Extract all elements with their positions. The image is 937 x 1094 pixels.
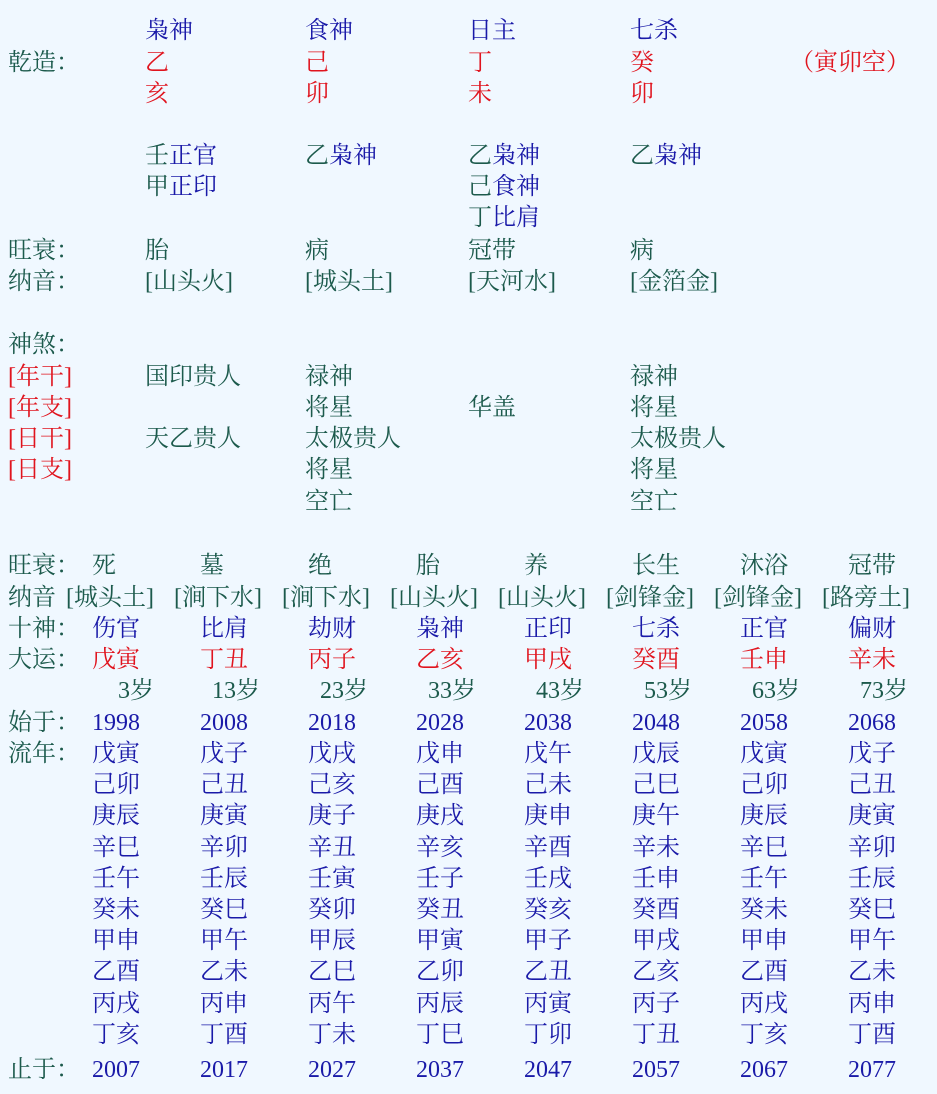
dayun-age: 23岁 xyxy=(320,678,368,704)
liunian-year: 庚寅 xyxy=(848,803,896,830)
liunian-year: 己巳 xyxy=(632,772,680,799)
liunian-year: 丙辰 xyxy=(416,990,464,1017)
liunian-year: 丁亥 xyxy=(92,1021,140,1048)
hidden-shishen: 正印 xyxy=(169,174,217,200)
liunian-year: 癸亥 xyxy=(524,897,572,923)
pillar-stem: 乙 xyxy=(145,50,169,76)
dayun-wangshuai: 胎 xyxy=(416,553,440,579)
nayin-label: 纳音： xyxy=(8,269,80,295)
liunian-year: 丁亥 xyxy=(740,1021,788,1048)
pillar-nayin: [山头火] xyxy=(145,269,233,295)
dayun-nayin: [剑锋金] xyxy=(606,585,694,611)
liunian-year: 庚午 xyxy=(632,803,680,830)
pillar-nayin: [城头土] xyxy=(305,269,393,295)
hidden-stem: 乙 xyxy=(630,143,654,169)
start-year: 2068 xyxy=(848,710,896,736)
dayun-wangshuai: 长生 xyxy=(632,553,680,579)
liunian-year: 癸巳 xyxy=(200,897,248,923)
shensha-item: 华盖 xyxy=(468,395,516,421)
dayun-wangshuai: 沐浴 xyxy=(740,553,788,579)
liunian-year: 壬辰 xyxy=(200,865,248,892)
liunian-year: 壬子 xyxy=(416,865,464,892)
dayun-ganzhi: 甲戌 xyxy=(524,647,572,673)
start-year: 2038 xyxy=(524,710,572,736)
liunian-year: 己酉 xyxy=(416,772,464,799)
shensha-item: 将星 xyxy=(305,457,353,483)
liunian-year: 丙申 xyxy=(200,990,248,1017)
dayun-ganzhi: 戊寅 xyxy=(92,647,140,673)
dayun-nayin: [剑锋金] xyxy=(714,585,802,611)
liunian-year: 壬申 xyxy=(632,865,680,892)
pillar-branch: 亥 xyxy=(145,81,169,107)
pillar-shishen: 食神 xyxy=(305,18,353,44)
liunian-year: 己丑 xyxy=(200,772,248,799)
start-year: 2008 xyxy=(200,710,248,736)
dayun-nayin: [城头土] xyxy=(66,585,154,611)
pillar-stem: 丁 xyxy=(468,50,492,76)
liunian-year: 辛丑 xyxy=(308,834,356,861)
end-year: 2077 xyxy=(848,1057,896,1083)
pillar-nayin: [天河水] xyxy=(468,269,556,295)
liunian-year: 庚申 xyxy=(524,803,572,830)
pillar-branch: 卯 xyxy=(305,81,329,107)
dayun-nayin: [山头火] xyxy=(498,585,586,611)
hidden-shishen: 正官 xyxy=(169,143,217,169)
pillar-stem: 己 xyxy=(305,50,329,76)
liunian-year: 戊寅 xyxy=(92,741,140,767)
liunian-year: 乙未 xyxy=(848,959,896,986)
dayun-shishen-label: 十神： xyxy=(8,616,80,642)
shensha-item: 禄神 xyxy=(305,364,353,390)
dayun-age: 63岁 xyxy=(752,678,800,704)
liunian-year: 癸丑 xyxy=(416,897,464,923)
liunian-year: 戊申 xyxy=(416,741,464,767)
liunian-year: 乙亥 xyxy=(632,959,680,986)
dayun-age: 13岁 xyxy=(212,678,260,704)
liunian-year: 己卯 xyxy=(740,772,788,799)
dayun-age: 73岁 xyxy=(860,678,908,704)
liunian-year: 甲寅 xyxy=(416,928,464,955)
dayun-wangshuai: 养 xyxy=(524,553,548,579)
dayun-age: 33岁 xyxy=(428,678,476,704)
liunian-year: 甲戌 xyxy=(632,928,680,955)
shensha-item: 空亡 xyxy=(305,489,353,515)
liunian-year: 癸卯 xyxy=(308,897,356,923)
liunian-year: 壬午 xyxy=(740,865,788,892)
start-year: 2048 xyxy=(632,710,680,736)
hidden-stem: 壬 xyxy=(145,143,169,169)
pillar-wangshuai: 胎 xyxy=(145,238,169,264)
shensha-row-label: [日支] xyxy=(8,457,72,483)
start-year-label: 始于： xyxy=(8,710,80,736)
hidden-stem: 乙 xyxy=(305,143,329,169)
liunian-year: 辛巳 xyxy=(740,834,788,861)
start-year: 2028 xyxy=(416,710,464,736)
liunian-year: 壬辰 xyxy=(848,865,896,892)
liunian-year: 乙卯 xyxy=(416,959,464,986)
dayun-age: 53岁 xyxy=(644,678,692,704)
liunian-year: 己丑 xyxy=(848,772,896,799)
dayun-shishen: 比肩 xyxy=(200,616,248,642)
liunian-year: 己未 xyxy=(524,772,572,799)
liunian-year: 丁丑 xyxy=(632,1021,680,1048)
liunian-year: 壬寅 xyxy=(308,865,356,892)
wangshuai-label: 旺衰： xyxy=(8,238,80,264)
pillar-wangshuai: 病 xyxy=(630,238,654,264)
dayun-ganzhi: 丁丑 xyxy=(200,647,248,673)
dayun-nayin: [涧下水] xyxy=(174,585,262,611)
liunian-year: 庚子 xyxy=(308,803,356,830)
dayun-age: 43岁 xyxy=(536,678,584,704)
hidden-stem: 己 xyxy=(468,174,492,200)
liunian-year: 甲午 xyxy=(200,928,248,955)
shensha-item: 太极贵人 xyxy=(305,426,401,452)
liunian-year: 甲申 xyxy=(740,928,788,955)
liunian-year: 甲子 xyxy=(524,928,572,955)
liunian-year: 戊戌 xyxy=(308,741,356,767)
dayun-shishen: 劫财 xyxy=(308,616,356,642)
shensha-item: 将星 xyxy=(305,395,353,421)
liunian-year: 乙丑 xyxy=(524,959,572,986)
shensha-item: 将星 xyxy=(630,395,678,421)
shensha-item: 将星 xyxy=(630,457,678,483)
liunian-year: 乙未 xyxy=(200,959,248,986)
liunian-year: 丙申 xyxy=(848,990,896,1017)
dayun-wangshuai: 冠带 xyxy=(848,553,896,579)
liunian-year: 乙巳 xyxy=(308,959,356,986)
liunian-year: 丙戌 xyxy=(92,990,140,1017)
liunian-year: 壬戌 xyxy=(524,865,572,892)
liunian-year: 丁巳 xyxy=(416,1021,464,1048)
liunian-year: 丙戌 xyxy=(740,990,788,1017)
liunian-year: 辛亥 xyxy=(416,834,464,861)
shensha-item: 天乙贵人 xyxy=(145,426,241,452)
pillar-branch: 未 xyxy=(468,81,492,107)
liunian-year: 戊午 xyxy=(524,741,572,767)
end-year: 2017 xyxy=(200,1057,248,1083)
dayun-age: 3岁 xyxy=(118,678,154,704)
liunian-year: 乙酉 xyxy=(740,959,788,986)
liunian-year: 癸未 xyxy=(740,897,788,923)
liunian-year: 辛巳 xyxy=(92,834,140,861)
pillar-nayin: [金箔金] xyxy=(630,269,718,295)
dayun-shishen: 正印 xyxy=(524,616,572,642)
end-year: 2067 xyxy=(740,1057,788,1083)
start-year: 1998 xyxy=(92,710,140,736)
hidden-shishen: 枭神 xyxy=(492,143,540,169)
liunian-year: 丁酉 xyxy=(848,1021,896,1048)
start-year: 2018 xyxy=(308,710,356,736)
end-year-label: 止于： xyxy=(8,1057,80,1083)
shensha-row-label: [日干] xyxy=(8,426,72,452)
end-year: 2047 xyxy=(524,1057,572,1083)
liunian-year: 丙子 xyxy=(632,990,680,1017)
dayun-shishen: 正官 xyxy=(740,616,788,642)
liunian-year: 辛酉 xyxy=(524,834,572,861)
hidden-shishen: 食神 xyxy=(492,174,540,200)
dayun-ganzhi: 乙亥 xyxy=(416,647,464,673)
dayun-ganzhi: 壬申 xyxy=(740,647,788,673)
liunian-year: 庚戌 xyxy=(416,803,464,830)
liunian-year: 丁酉 xyxy=(200,1021,248,1048)
end-year: 2007 xyxy=(92,1057,140,1083)
dayun-nayin: [路旁土] xyxy=(822,585,910,611)
hidden-stem: 甲 xyxy=(145,174,169,200)
liunian-year: 戊子 xyxy=(848,741,896,767)
start-year: 2058 xyxy=(740,710,788,736)
pillar-stem: 癸 xyxy=(630,50,654,76)
pillar-branch: 卯 xyxy=(630,81,654,107)
liunian-year: 戊辰 xyxy=(632,741,680,767)
kongwang-text: （寅卯空） xyxy=(790,50,910,76)
dayun-wangshuai: 死 xyxy=(92,553,116,579)
liunian-year: 庚辰 xyxy=(740,803,788,830)
dayun-ganzhi: 癸酉 xyxy=(632,647,680,673)
dayun-shishen: 伤官 xyxy=(92,616,140,642)
shensha-row-label: [年干] xyxy=(8,364,72,390)
shensha-item: 太极贵人 xyxy=(630,426,726,452)
pillar-wangshuai: 冠带 xyxy=(468,238,516,264)
liunian-year: 辛未 xyxy=(632,834,680,861)
dayun-shishen: 七杀 xyxy=(632,616,680,642)
liunian-year: 丁卯 xyxy=(524,1021,572,1048)
dayun-shishen: 枭神 xyxy=(416,616,464,642)
liunian-label: 流年： xyxy=(8,741,80,767)
liunian-year: 丁未 xyxy=(308,1021,356,1048)
dayun-ganzhi: 丙子 xyxy=(308,647,356,673)
end-year: 2037 xyxy=(416,1057,464,1083)
end-year: 2057 xyxy=(632,1057,680,1083)
dayun-wangshuai: 绝 xyxy=(308,553,332,579)
dayun-wangshuai-label: 旺衰： xyxy=(8,553,80,579)
liunian-year: 丙午 xyxy=(308,990,356,1017)
liunian-year: 庚寅 xyxy=(200,803,248,830)
hidden-stem: 乙 xyxy=(468,143,492,169)
pillar-wangshuai: 病 xyxy=(305,238,329,264)
pillar-shishen: 七杀 xyxy=(630,18,678,44)
shensha-item: 国印贵人 xyxy=(145,364,241,390)
liunian-year: 乙酉 xyxy=(92,959,140,986)
dayun-ganzhi: 辛未 xyxy=(848,647,896,673)
shensha-title: 神煞： xyxy=(8,332,80,358)
dayun-label: 大运： xyxy=(8,647,80,673)
liunian-year: 甲申 xyxy=(92,928,140,955)
shensha-row-label: [年支] xyxy=(8,395,72,421)
hidden-shishen: 枭神 xyxy=(329,143,377,169)
liunian-year: 己亥 xyxy=(308,772,356,799)
liunian-year: 庚辰 xyxy=(92,803,140,830)
liunian-year: 戊子 xyxy=(200,741,248,767)
hidden-stem: 丁 xyxy=(468,205,492,231)
end-year: 2027 xyxy=(308,1057,356,1083)
shensha-item: 禄神 xyxy=(630,364,678,390)
liunian-year: 甲辰 xyxy=(308,928,356,955)
liunian-year: 癸巳 xyxy=(848,897,896,923)
liunian-year: 壬午 xyxy=(92,865,140,892)
liunian-year: 戊寅 xyxy=(740,741,788,767)
liunian-year: 己卯 xyxy=(92,772,140,799)
hidden-shishen: 枭神 xyxy=(654,143,702,169)
liunian-year: 癸未 xyxy=(92,897,140,923)
dayun-nayin-label: 纳音 xyxy=(8,585,56,611)
dayun-nayin: [山头火] xyxy=(390,585,478,611)
liunian-year: 甲午 xyxy=(848,928,896,955)
liunian-year: 辛卯 xyxy=(848,834,896,861)
pillar-shishen: 日主 xyxy=(468,18,516,44)
liunian-year: 癸酉 xyxy=(632,897,680,923)
dayun-shishen: 偏财 xyxy=(848,616,896,642)
pillars-label: 乾造： xyxy=(8,50,80,76)
pillar-shishen: 枭神 xyxy=(145,18,193,44)
dayun-nayin: [涧下水] xyxy=(282,585,370,611)
shensha-item: 空亡 xyxy=(630,489,678,515)
dayun-wangshuai: 墓 xyxy=(200,553,224,579)
liunian-year: 丙寅 xyxy=(524,990,572,1017)
hidden-shishen: 比肩 xyxy=(492,205,540,231)
liunian-year: 辛卯 xyxy=(200,834,248,861)
